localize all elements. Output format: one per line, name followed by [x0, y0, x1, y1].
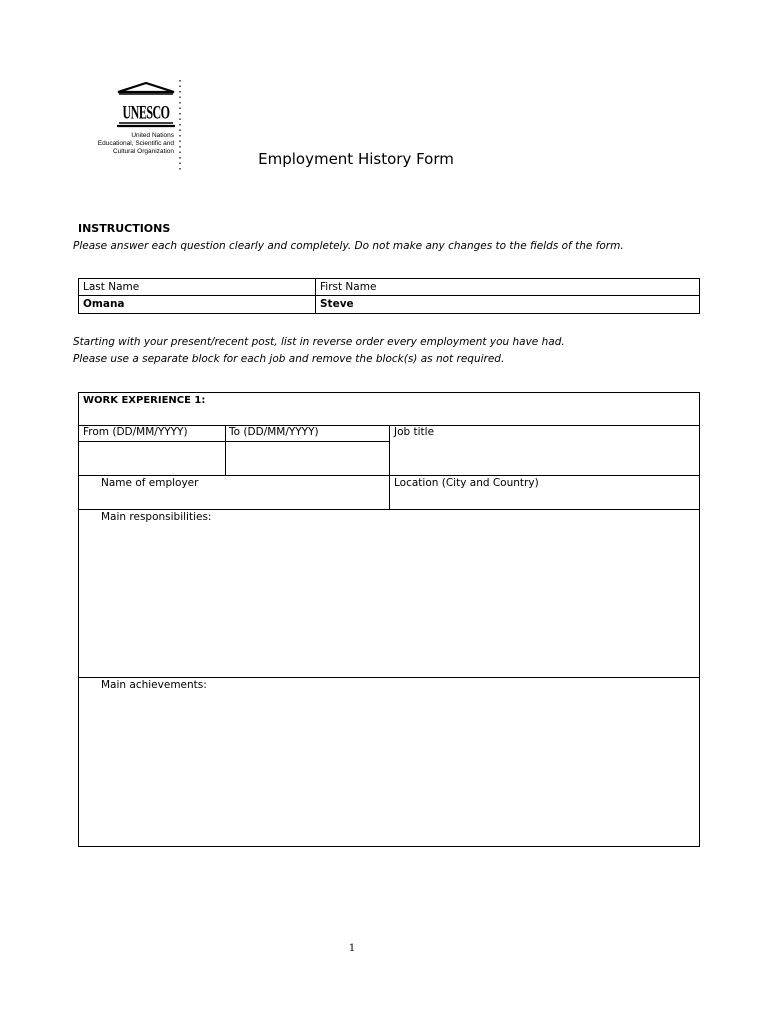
- location-field[interactable]: [394, 492, 694, 507]
- responsibilities-label: Main responsibilities:: [101, 511, 212, 523]
- achievements-label: Main achievements:: [101, 679, 207, 691]
- job-title-label: Job title: [394, 426, 435, 438]
- reverse-order-note-line-2: Please use a separate block for each job and remove the block(s) as not required.: [73, 353, 505, 365]
- to-date-field[interactable]: [229, 443, 387, 473]
- employer-label: Name of employer: [101, 477, 199, 489]
- job-title-field[interactable]: [394, 443, 694, 473]
- first-name-field[interactable]: Steve: [320, 298, 354, 310]
- page-number: 1: [348, 943, 356, 954]
- org-name-line-2: Educational, Scientific and: [97, 140, 174, 147]
- location-label: Location (City and Country): [394, 477, 539, 489]
- page-title: Employment History Form: [258, 150, 454, 168]
- last-name-field[interactable]: Omana: [83, 298, 125, 310]
- employer-field[interactable]: [101, 492, 387, 507]
- name-table: [78, 278, 700, 314]
- responsibilities-field[interactable]: [101, 529, 691, 673]
- org-name-line-3: Cultural Organization: [112, 148, 174, 155]
- from-date-label: From (DD/MM/YYYY): [83, 426, 188, 438]
- svg-text:UNESCO: UNESCO: [122, 102, 170, 124]
- to-date-label: To (DD/MM/YYYY): [229, 426, 319, 438]
- instructions-heading: INSTRUCTIONS: [78, 222, 171, 235]
- instructions-text: Please answer each question clearly and completely. Do not make any changes to the fields of the form.: [73, 240, 624, 252]
- last-name-label: Last Name: [83, 281, 140, 293]
- achievements-field[interactable]: [101, 697, 691, 843]
- org-name-line-1: United Nations: [131, 132, 174, 139]
- work-experience-table: [78, 392, 700, 847]
- from-date-field[interactable]: [83, 443, 223, 473]
- reverse-order-note-line-1: Starting with your present/recent post, list in reverse order every employment you have had.: [73, 336, 565, 348]
- first-name-label: First Name: [320, 281, 377, 293]
- work-experience-heading: WORK EXPERIENCE 1:: [83, 395, 206, 406]
